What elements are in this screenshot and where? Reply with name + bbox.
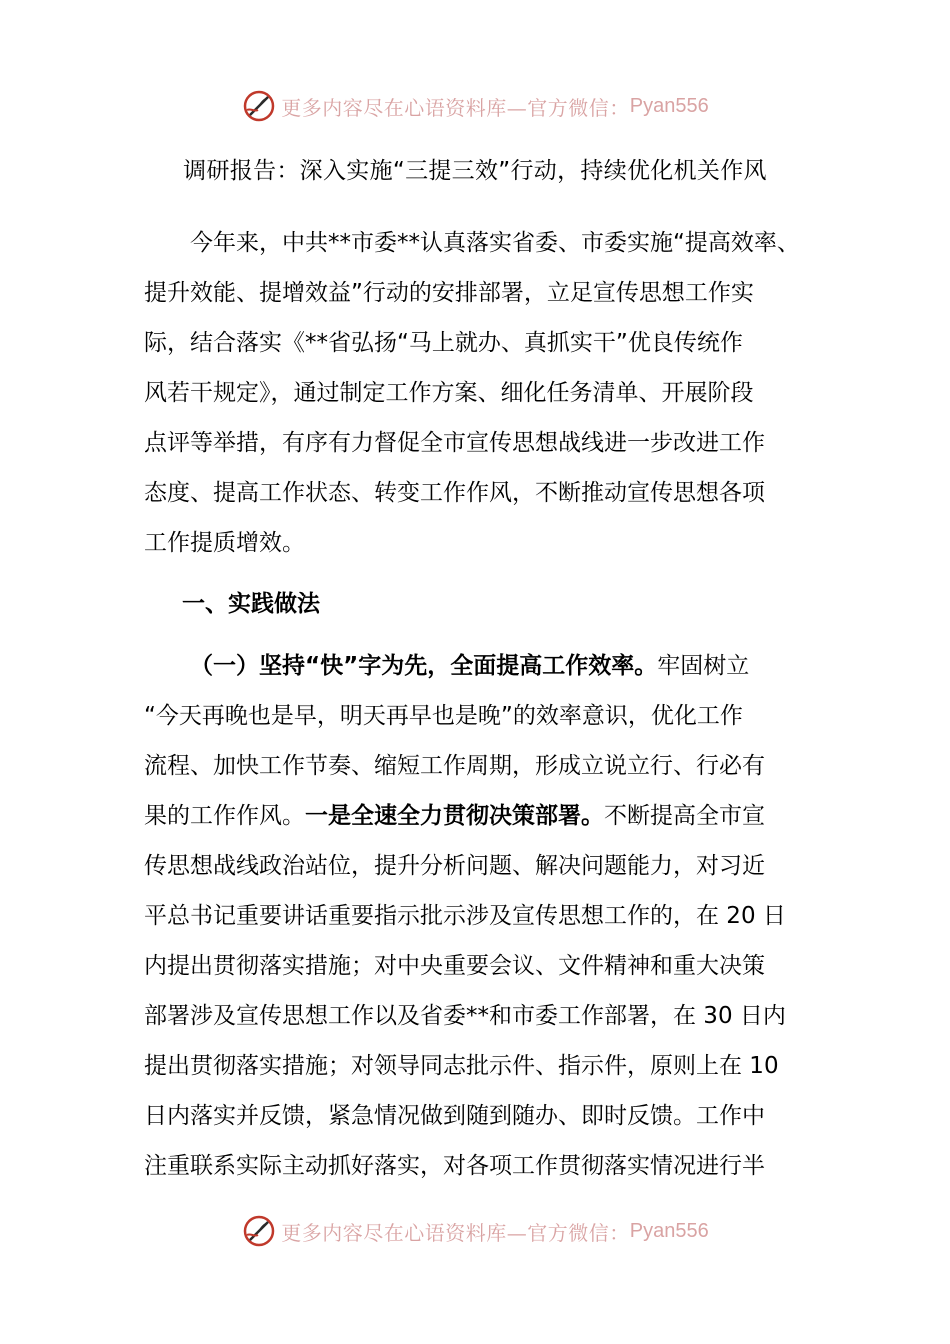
paragraph-line: 传思想战线政治站位，提升分析问题、解决问题能力，对习近 [144,853,765,879]
paragraph-line: 工作提质增效。 [144,530,305,556]
banner-text: 更多内容尽在心语资料库—官方微信： [281,95,630,120]
footer-banner [0,1209,950,1253]
header-banner [0,84,950,128]
paragraph-line: 点评等举措，有序有力督促全市宣传思想战线进一步改进工作 [144,430,765,456]
paragraph-line: 日内落实并反馈，紧急情况做到随到随办、即时反馈。工作中 [144,1103,765,1129]
wechat-id: Pyan556 [629,94,709,117]
paragraph-line: 提出贯彻落实措施；对领导同志批示件、指示件，原则上在 10 [144,1053,779,1079]
paragraph-line: 提升效能、提增效益”行动的安排部署，立足宣传思想工作实 [144,280,754,306]
text-run: 不断提高全市宣 [604,803,765,829]
section-heading: 一、实践做法 [182,591,320,617]
text-run: 牢固树立 [657,653,750,679]
paragraph-line: 内提出贯彻落实措施；对中央重要会议、文件精神和重大决策 [144,953,765,979]
paragraph-line: 风若干规定》，通过制定工作方案、细化任务清单、开展阶段 [144,380,754,406]
paragraph-line: 今年来，中共**市委**认真落实省委、市委实施“提高效率、 [190,230,800,256]
paragraph-line [144,791,824,841]
paragraph-line: 际，结合落实《**省弘扬“马上就办、真抓实干”优良传统作 [144,330,743,356]
text-run: 果的工作作风。 [144,803,305,829]
paragraph-line: 态度、提高工作状态、转变工作作风，不断推动宣传思想各项 [144,480,765,506]
paragraph-line: 注重联系实际主动抓好落实，对各项工作贯彻落实情况进行半 [144,1153,765,1179]
paragraph-line: 部署涉及宣传思想工作以及省委**和市委工作部署，在 30 日内 [144,1003,786,1029]
banner-text: 更多内容尽在心语资料库—官方微信： [281,1220,630,1245]
subsection-heading: （一）坚持“快”字为先，全面提高工作效率。 [190,653,658,679]
point-heading: 一是全速全力贯彻决策部署。 [305,803,604,829]
paragraph-line: 平总书记重要讲话重要指示批示涉及宣传思想工作的，在 20 日 [144,903,786,929]
wechat-id: Pyan556 [629,1219,709,1242]
quill-logo-icon [241,88,277,124]
subsection-paragraph [144,641,824,1191]
paragraph-line: 流程、加快工作节奏、缩短工作周期，形成立说立行、行必有 [144,753,765,779]
quill-logo-icon [241,1213,277,1249]
paragraph-line: “今天再晚也是早，明天再早也是晚”的效率意识，优化工作 [144,703,743,729]
paragraph-line [144,641,824,691]
intro-paragraph [144,218,824,568]
document-title: 调研报告：深入实施“三提三效”行动，持续优化机关作风 [183,158,767,184]
